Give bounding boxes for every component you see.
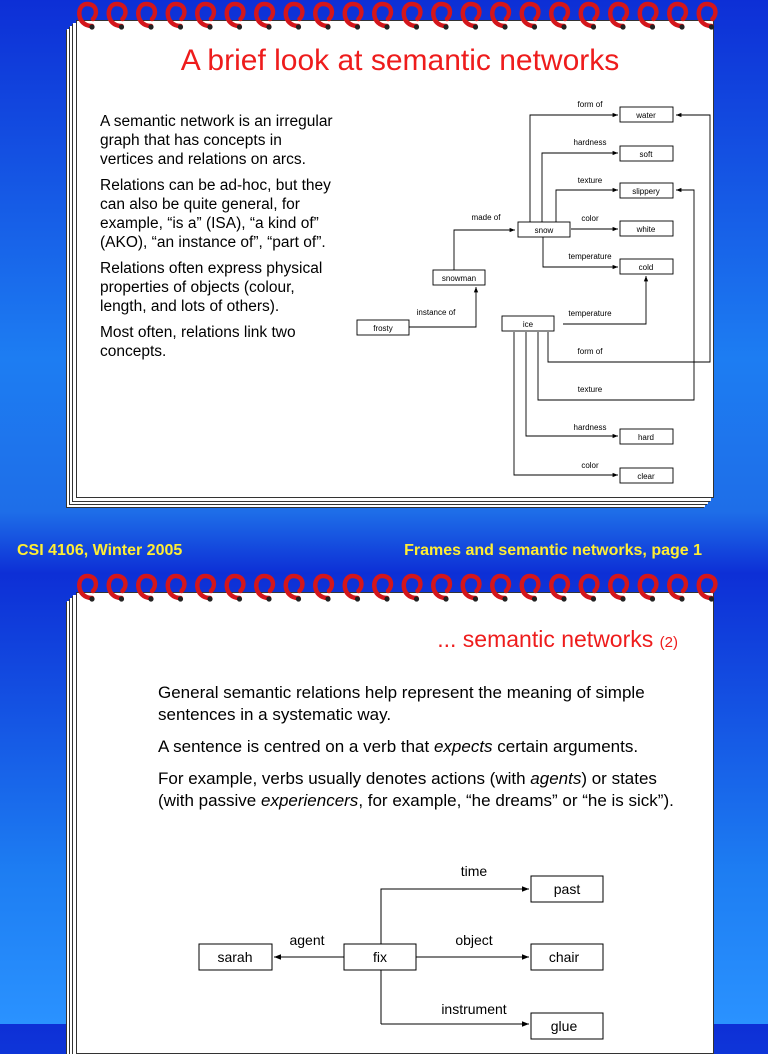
- slide-title-text: ... semantic networks: [437, 626, 654, 652]
- paragraph: Relations can be ad-hoc, but they can also be quite general, for example, “is a” (ISA), “a kind of” (AKO), “an instance of”, “part of”.: [100, 177, 331, 251]
- edge-label-hardness: hardness: [573, 138, 607, 147]
- node-clear: clear: [637, 472, 655, 481]
- edge-label-instrument: instrument: [441, 1001, 507, 1017]
- edge-label-agent: agent: [289, 932, 325, 948]
- node-glue: glue: [550, 1018, 578, 1034]
- paragraph: Most often, relations link two concepts.: [100, 324, 296, 360]
- edge-label-made-of: made of: [471, 213, 501, 222]
- slide-2: [0, 572, 768, 1034]
- emphasis: expects: [433, 737, 493, 756]
- edge-label-color: color: [581, 214, 599, 223]
- emphasis: agents: [530, 769, 582, 788]
- node-cold: cold: [638, 263, 654, 272]
- node-hard: hard: [637, 433, 655, 442]
- node-sarah: sarah: [217, 949, 253, 965]
- footer-page: Frames and semantic networks, page 1: [404, 542, 702, 559]
- edge-label-texture: texture: [577, 176, 603, 185]
- edge-label-object: object: [455, 932, 493, 948]
- slide-title-number: (2): [659, 634, 678, 651]
- footer-course: CSI 4106, Winter 2005: [17, 542, 183, 559]
- node-slippery: slippery: [632, 187, 660, 196]
- node-soft: soft: [639, 150, 653, 159]
- edge-label-hardness: hardness: [573, 423, 607, 432]
- edge-label-instance-of: instance of: [416, 308, 456, 317]
- node-snowman: snowman: [441, 274, 477, 283]
- node-past: past: [553, 881, 581, 897]
- node-chair: chair: [548, 949, 580, 965]
- node-frosty: frosty: [373, 324, 393, 333]
- paragraph: A semantic network is an irregular graph that has concepts in vertices and relations on arcs.: [100, 113, 333, 168]
- node-snow: snow: [534, 226, 554, 235]
- paragraph: Relations often express physical properties of objects (colour, length, and lots of others).: [100, 260, 323, 315]
- edge-label-temperature: temperature: [568, 309, 612, 318]
- edge-label-form-of: form of: [577, 100, 603, 109]
- paragraph: For example, verbs usually denotes actions (with agents) or states (with passive experiencers, for example, “he dreams” or “he is sick”).: [158, 769, 674, 810]
- edge-label-form-of: form of: [577, 347, 603, 356]
- paragraph: General semantic relations help represent the meaning of simple sentences in a systematic way.: [158, 683, 645, 724]
- node-ice: ice: [522, 320, 534, 329]
- node-white: white: [636, 225, 656, 234]
- paragraph: A sentence is centred on a verb that expects certain arguments.: [158, 737, 639, 756]
- slide-title: A brief look at semantic networks: [180, 44, 620, 77]
- emphasis: experiencers: [260, 791, 359, 810]
- verb-argument-diagram: [0, 572, 768, 1034]
- node-water: water: [636, 111, 656, 120]
- edge-label-color: color: [581, 461, 599, 470]
- edge-label-texture: texture: [577, 385, 603, 394]
- node-fix: fix: [373, 949, 387, 965]
- edge-label-time: time: [460, 863, 488, 879]
- edge-label-temperature: temperature: [568, 252, 612, 261]
